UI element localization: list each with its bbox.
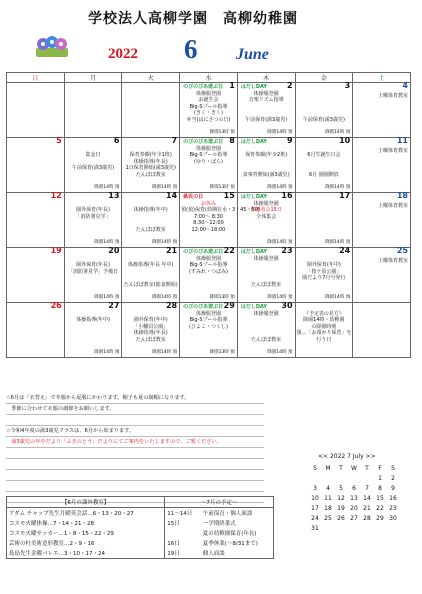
day-event-line: 体操服登園 — [195, 256, 221, 262]
day-event-line: Big-Sプール指導 — [189, 317, 228, 324]
calendar-week-row — [7, 193, 411, 248]
mini-weekday-label: M — [325, 465, 331, 472]
calendar-day-cell — [64, 83, 122, 138]
schedule-event: 一学期終業式 — [202, 521, 236, 527]
day-number: 11 — [396, 136, 408, 145]
day-event-line: 保育参観(年少2班) — [245, 152, 288, 159]
mini-day: 5 — [339, 485, 343, 492]
calendar-day-cell — [353, 83, 411, 138]
day-number: 10 — [339, 136, 351, 145]
mini-weekday-label: T — [365, 465, 369, 472]
schedule-event: 夏の幼稚園保育(年長) — [202, 531, 257, 537]
day-band-label: はだしDAY — [240, 249, 267, 255]
day-event-line: 体操服登園 — [195, 146, 221, 152]
mini-day: 4 — [326, 485, 330, 492]
events-box — [6, 496, 274, 559]
dismissal-time: 降園14時 預 — [267, 239, 293, 245]
dismissal-time: 降園14時 預 — [151, 239, 178, 245]
schedule-event: 個人面談 — [202, 551, 225, 557]
day-event-line: 体操服登園 — [195, 91, 221, 97]
day-event-line: 行う日 — [316, 336, 332, 343]
day-event-line: (きく・きく) — [194, 110, 223, 117]
event-row — [7, 528, 273, 538]
event-row — [7, 508, 273, 519]
extracurricular-class: 島島先生金曜バレエ…3・10・17・24 — [7, 548, 165, 558]
calendar-day-cell — [122, 248, 180, 303]
day-event-line: 8:30～12:00 — [193, 220, 224, 227]
day-event-line: 体操指導(年長) — [133, 158, 168, 165]
day-number: 18 — [396, 191, 408, 200]
schedule-date: 11～14日 — [167, 511, 193, 517]
day-events — [181, 146, 236, 165]
dismissal-time: 降園14時 預 — [94, 239, 120, 245]
day-event-line: お休み — [200, 201, 216, 207]
mini-weekday-label: W — [351, 465, 357, 472]
day-event-line: たんぽぽ教室(総食開始) — [123, 281, 178, 288]
mini-day: 14 — [363, 495, 371, 502]
day-number: 24 — [339, 246, 351, 255]
day-events — [123, 311, 178, 343]
day-event-line: 12:00～18:00 — [191, 226, 226, 233]
weekday-label: 火 — [122, 73, 180, 83]
day-event-line: 体操指導(年中) — [76, 317, 110, 324]
day-events — [181, 91, 236, 123]
day-number: 9 — [286, 136, 293, 145]
day-event-line: 体操服登園 — [253, 311, 279, 317]
schedule-date: 19日 — [167, 551, 180, 557]
mini-day: 24 — [311, 515, 319, 522]
day-event-line: 園外保育(年中) — [306, 262, 341, 269]
dismissal-time: 降園14時 預 — [94, 349, 120, 355]
day-event-line: 音楽リズム指導 — [248, 97, 284, 104]
calendar-day-cell — [180, 83, 238, 138]
mini-day — [336, 525, 346, 532]
next-month-schedule-title: ～7月の予定～ — [165, 497, 273, 508]
calendar-day-cell — [64, 303, 122, 358]
weekday-label: 木 — [237, 73, 295, 83]
day-number: 7 — [171, 136, 178, 145]
day-events — [239, 91, 294, 123]
calendar-day-cell — [295, 193, 353, 248]
day-events — [123, 146, 178, 178]
day-event-line: 保護者会15日 — [250, 207, 282, 214]
day-number: 22 — [223, 246, 235, 255]
mini-day: 9 — [391, 485, 395, 492]
day-event-line: 午前保育(満3歳児) — [245, 116, 288, 123]
calendar-day-cell — [64, 193, 122, 248]
day-number: 4 — [402, 81, 408, 90]
weekday-label: 水 — [180, 73, 238, 83]
day-event-line: 園外保育(年長) — [76, 207, 110, 214]
extracurricular-class: 芸術の杜美術造形教室…2・9・16 — [7, 538, 165, 548]
mini-day: 1 — [378, 475, 382, 482]
day-event-line: たんぽぽ教室 — [135, 226, 166, 233]
day-number: 3 — [344, 81, 351, 90]
dismissal-time: 降園13時 預 — [209, 129, 235, 135]
mini-day — [349, 525, 359, 532]
mini-weekday-label: S — [391, 465, 395, 472]
day-events — [297, 146, 352, 178]
flower-illustration-icon — [34, 34, 70, 58]
event-row — [7, 518, 273, 528]
mini-calendar-title: << 2022 7 July >> — [318, 453, 376, 460]
day-band-label: のびのびあ遊ぶ日 — [183, 249, 224, 255]
day-number: 17 — [339, 191, 351, 200]
day-band-label: のびのびあ遊ぶ日 — [183, 139, 224, 145]
calendar-week-row — [7, 303, 411, 358]
day-event-line: 体操指導(年中) — [133, 207, 168, 214]
day-event-line: 7:00～ 8:30 — [193, 213, 223, 220]
mini-day: 26 — [337, 515, 345, 522]
day-event-line: 体操服登園 — [195, 311, 221, 317]
calendar-day-cell — [7, 83, 65, 138]
mini-day: 11 — [324, 495, 332, 502]
calendar-day-cell — [122, 193, 180, 248]
schedule-date: 15日 — [167, 521, 180, 527]
events-header-row — [7, 497, 273, 508]
dismissal-time: 降園14時 預 — [325, 129, 351, 135]
day-event-line: 体操指導(年長) — [133, 330, 168, 337]
day-events — [297, 311, 352, 343]
day-event-line: (ゆり・ばら) — [194, 158, 223, 165]
day-event-line: Big-Sプール指導 — [189, 152, 228, 159]
calendar-month-name: June — [236, 46, 269, 63]
calendar-day-cell — [295, 138, 353, 193]
day-number: 27 — [108, 301, 120, 310]
extracurricular-class: コスモ火曜サッカー…1・8・15・22・29 — [7, 528, 165, 538]
extracurricular-title: 【6月の課外教室】 — [7, 497, 165, 508]
mini-day: 8 — [378, 485, 382, 492]
mini-day — [336, 475, 346, 482]
day-event-line: 1日保育開始(満3歳児) — [125, 165, 176, 172]
mini-day — [323, 475, 333, 482]
day-event-line: (すみれ・つばみ) — [189, 268, 228, 275]
notice-line — [6, 459, 264, 470]
calendar-day-cell — [237, 83, 295, 138]
day-events — [66, 146, 121, 172]
calendar-week-row — [7, 83, 411, 138]
calendar-day-cell — [7, 248, 65, 303]
dismissal-time: 降園13時 預 — [209, 184, 235, 190]
schedule-date — [165, 528, 201, 538]
saturday-event: 土曜体育教室 — [377, 148, 408, 154]
day-event-line: 保育参観(年少1班) — [129, 152, 172, 159]
dismissal-time: 降園14時 預 — [267, 294, 293, 300]
mini-day: 31 — [311, 525, 319, 532]
calendar-day-cell — [122, 303, 180, 358]
day-event-line: 園外保育(年中) — [133, 317, 168, 324]
mini-calendar-grid — [310, 465, 418, 532]
day-event-line: 午前保育(満3歳児) — [72, 165, 115, 172]
day-number: 16 — [281, 191, 293, 200]
mini-weekday-label: T — [339, 465, 343, 472]
event-row — [7, 548, 273, 558]
day-event-line: お誕生会 — [198, 97, 219, 104]
calendar-day-cell — [295, 83, 353, 138]
mini-day: 20 — [350, 505, 358, 512]
mini-day: 17 — [311, 505, 319, 512]
day-number: 12 — [50, 191, 62, 200]
mini-day — [388, 525, 398, 532]
mini-day: 3 — [313, 485, 317, 492]
mini-day: 27 — [350, 515, 358, 522]
mini-day — [349, 475, 359, 482]
calendar-day-cell — [353, 138, 411, 193]
day-band-label: はだしDAY — [240, 84, 267, 90]
mini-day: 7 — [365, 485, 369, 492]
weekday-label: 土 — [353, 73, 411, 83]
day-event-line: 「枝ケ原公園」 — [306, 268, 342, 275]
mini-day: 21 — [363, 505, 371, 512]
day-number: 21 — [165, 246, 178, 255]
dismissal-time: 降園14時 預 — [151, 294, 178, 300]
calendar-day-cell — [237, 193, 295, 248]
mini-day: 25 — [324, 515, 332, 522]
day-event-line: 《予定表の見方》 — [303, 311, 344, 317]
day-event-line: 体操指導(年長 年中) — [128, 262, 174, 269]
day-number: 8 — [229, 136, 235, 145]
dismissal-time: 降園14時 預 — [94, 184, 120, 190]
saturday-event: 土曜体育教室 — [377, 93, 408, 99]
day-events — [66, 311, 121, 324]
mini-day — [362, 525, 372, 532]
schedule-date: 16日 — [167, 541, 180, 547]
extracurricular-class: コスモ火曜体操…7・14・21・28 — [7, 518, 165, 528]
calendar-day-cell — [295, 248, 353, 303]
day-events — [66, 201, 121, 220]
day-number: 6 — [113, 136, 120, 145]
day-event-line: 全体集会 — [256, 213, 277, 220]
day-band-label: はだしDAY — [240, 304, 267, 310]
notice-line — [6, 481, 264, 492]
calendar-day-cell — [237, 138, 295, 193]
mini-day: 18 — [324, 505, 332, 512]
dismissal-time: 降園14時 預 — [267, 129, 293, 135]
dismissal-time: 降園14時 預 — [325, 294, 351, 300]
day-event-line: 弁当(はにさつの日) — [186, 116, 231, 123]
notice-line — [6, 448, 264, 459]
calendar-day-cell — [7, 138, 65, 193]
mini-day: 2 — [391, 475, 395, 482]
mini-day: 16 — [389, 495, 397, 502]
mini-day: 28 — [363, 515, 371, 522]
day-number: 26 — [50, 301, 62, 310]
day-event-line: 体操服登園 — [253, 91, 279, 97]
day-event-line: たんぽぽ教室 — [251, 336, 282, 343]
mini-day: 10 — [311, 495, 319, 502]
day-event-line: 預…「お預かり保育」を — [296, 330, 352, 337]
day-events — [297, 256, 352, 282]
saturday-event: 土曜体育教室 — [377, 203, 408, 209]
day-events — [181, 201, 260, 233]
mini-day — [375, 525, 385, 532]
mini-day — [310, 475, 320, 482]
dismissal-time: 降園14時 預 — [94, 294, 120, 300]
notice-line — [6, 470, 264, 481]
mini-day — [362, 475, 372, 482]
day-number: 2 — [286, 81, 293, 90]
day-events — [239, 256, 294, 288]
notice-line: ☆6月は「衣替え」で冬服から夏服にかわります。帽子も夏の制帽になります。 — [6, 393, 264, 404]
dismissal-time: 降園14時 預 — [267, 184, 293, 190]
day-events — [123, 201, 178, 233]
day-event-line: 集金日 — [85, 152, 101, 159]
notice-line — [6, 415, 264, 426]
notice-line: 満3歳児の年中だより「ふきのとう」だよりにてご案内をいたしますので、ご覧ください。 — [6, 437, 264, 448]
schedule-event: 夏季休業(～8/31まで) — [202, 541, 258, 547]
event-row — [7, 538, 273, 548]
day-event-line: 体操服登園 — [253, 201, 279, 207]
day-band-label: のびのびあ遊ぶ日 — [183, 304, 224, 310]
day-event-line: 6月 園園開放 — [308, 171, 339, 178]
day-event-line: Big-Sプール指導 — [189, 103, 228, 110]
dismissal-time: 降園14時 預 — [325, 184, 351, 190]
calendar-day-cell — [353, 303, 411, 358]
day-number: 1 — [229, 81, 235, 90]
dismissal-time: 降園14時 預 — [151, 184, 178, 190]
mini-day: 29 — [376, 515, 384, 522]
day-number: 30 — [281, 301, 293, 310]
calendar-day-cell — [122, 138, 180, 193]
calendar-day-cell — [180, 303, 238, 358]
day-event-line: 降園14時・幼稚園 — [303, 317, 345, 324]
dismissal-time: 降園13時 預 — [209, 294, 235, 300]
dismissal-time: 降園14時 預 — [267, 349, 293, 355]
day-event-line: 「消防署見学」予備日 — [68, 268, 119, 275]
day-event-line: たんぽぽ教室 — [135, 171, 166, 178]
notice-section — [6, 393, 264, 503]
day-number: 5 — [56, 136, 62, 145]
calendar-day-cell — [180, 138, 238, 193]
mini-weekday-label: F — [378, 465, 382, 472]
calendar-day-cell — [122, 83, 180, 138]
mini-day: 6 — [352, 485, 356, 492]
day-number: 15 — [223, 191, 235, 200]
calendar-month-number: 6 — [184, 34, 198, 64]
extracurricular-class: アダム チャップ先生月曜英会話…6・13・20・27 — [7, 508, 165, 519]
day-number: 28 — [165, 301, 178, 310]
weekday-label: 月 — [64, 73, 122, 83]
day-event-line: たんぽぽ教室 — [135, 336, 166, 343]
dismissal-time: 降園14時 預 — [151, 349, 178, 355]
calendar-day-cell — [353, 248, 411, 303]
mini-day: 19 — [337, 505, 345, 512]
mini-day: 22 — [376, 505, 384, 512]
mini-day: 13 — [350, 495, 358, 502]
mini-day: 30 — [389, 515, 397, 522]
day-event-line: の降園時刻 — [311, 323, 337, 330]
calendar-week-row — [7, 248, 411, 303]
mini-weekday-label: S — [313, 465, 317, 472]
day-number: 25 — [396, 246, 408, 255]
day-event-line: 園だより7月号発行 — [302, 275, 346, 282]
day-number: 13 — [108, 191, 120, 200]
day-number: 14 — [165, 191, 178, 200]
calendar-year: 2022 — [108, 46, 138, 62]
day-number: 19 — [50, 246, 62, 255]
month-calendar — [6, 72, 411, 358]
calendar-day-cell — [237, 303, 295, 358]
day-number: 20 — [108, 246, 120, 255]
saturday-event: 土曜体育教室 — [377, 258, 408, 264]
day-events — [66, 256, 121, 275]
day-event-line: 「消防署見学」 — [75, 213, 111, 220]
mini-day — [323, 525, 333, 532]
calendar-day-cell — [64, 248, 122, 303]
day-events — [239, 146, 294, 178]
mini-day: 23 — [389, 505, 397, 512]
day-event-line: 6月生誕生日会 — [307, 152, 341, 159]
dismissal-time: 降園14時 預 — [325, 239, 351, 245]
day-event-line: 午前保育(満3歳児) — [302, 116, 345, 123]
day-events — [239, 311, 294, 343]
calendar-day-cell — [180, 248, 238, 303]
day-band-label: はだしDAY — [240, 139, 267, 145]
day-event-line: 「小幡沼公園」 — [133, 323, 169, 330]
day-event-line: 預(預)保育(幼期在水・3・45・50) — [181, 207, 260, 214]
calendar-day-cell — [64, 138, 122, 193]
school-name: 学校法人高柳学園 高柳幼稚園 — [88, 11, 298, 27]
day-event-line: 食事育開始(満3歳児) — [242, 171, 290, 178]
schedule-event: 午前保育・個人面談 — [202, 511, 253, 517]
day-events — [181, 311, 236, 330]
day-events — [297, 91, 352, 123]
calendar-day-cell — [7, 193, 65, 248]
calendar-day-cell — [353, 193, 411, 248]
dismissal-time: 降園13時 預 — [209, 349, 235, 355]
day-band-label: 県民の日 — [183, 194, 204, 200]
day-event-line: (ひよこ・つくし) — [189, 323, 228, 330]
day-events — [181, 256, 236, 275]
page-header — [0, 0, 422, 70]
notice-line: ☆令和4年度の満3歳児クラスは、6月から始まります。 — [6, 426, 264, 437]
day-event-line: たんぽぽ教室 — [251, 281, 282, 288]
day-event-line: 体操服登園 — [253, 256, 279, 262]
notice-line: 季節に合わせて衣服の調節をお願いします。 — [6, 404, 264, 415]
mini-day: 12 — [337, 495, 345, 502]
day-band-label: はだしDAY — [240, 194, 267, 200]
calendar-day-cell — [295, 303, 353, 358]
mini-day: 15 — [376, 495, 384, 502]
day-number: 23 — [281, 246, 293, 255]
calendar-week-row — [7, 138, 411, 193]
day-number: 29 — [223, 301, 235, 310]
day-event-line: 園外保育(年長) — [76, 262, 110, 269]
calendar-day-cell — [7, 303, 65, 358]
day-events — [239, 201, 294, 220]
day-event-line: Big-Sプール指導 — [189, 262, 228, 269]
day-events — [123, 256, 178, 288]
weekday-label: 日 — [7, 73, 65, 83]
next-month-mini-calendar — [310, 453, 418, 532]
day-band-label: のびのびあ遊ぶ日 — [183, 84, 224, 90]
calendar-day-cell — [237, 248, 295, 303]
weekday-label: 金 — [295, 73, 353, 83]
